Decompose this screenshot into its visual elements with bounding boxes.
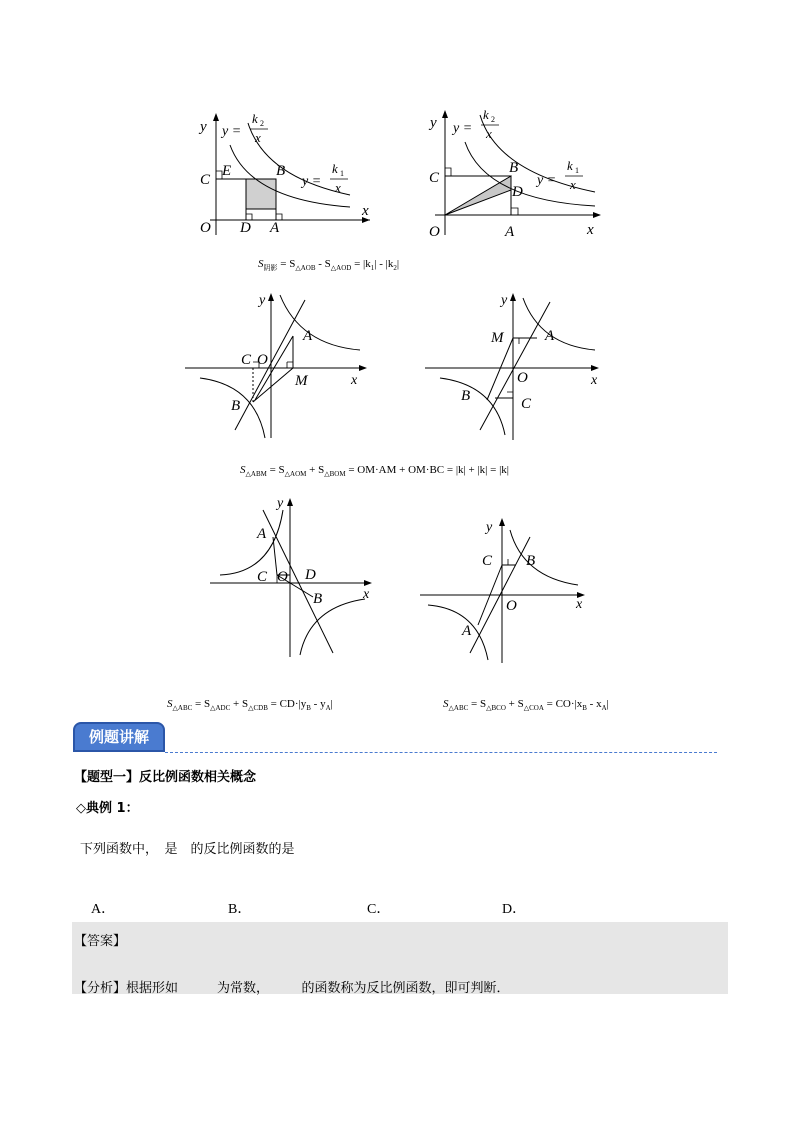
fig3-label-B: B — [231, 398, 241, 414]
fig3-label-O: O — [257, 352, 268, 368]
fig1-label-B: B — [276, 163, 286, 179]
option-b: B． — [228, 902, 252, 917]
figure-2-hyperbola-triangle — [425, 100, 615, 240]
fig2-label-B: B — [509, 160, 519, 176]
analysis-text: 【分析】根据形如 为常数， 的函数称为反比例函数，即可判断． — [74, 981, 510, 996]
fig1-eq-k2-sub: 2 — [260, 119, 264, 128]
fig2-label-x: x — [587, 222, 594, 238]
fig2-label-D: D — [512, 184, 523, 200]
fig2-label-y: y — [430, 115, 437, 131]
fig2-eq-k1-sub: 1 — [575, 166, 579, 175]
fig1-label-y: y — [200, 119, 207, 135]
fig1-eq-k1-left: y = — [302, 174, 322, 189]
example-section-tab: 例题讲解 — [73, 722, 165, 752]
fig2-label-O: O — [429, 224, 440, 240]
fig4-label-M: M — [491, 330, 504, 346]
option-d: D． — [502, 902, 527, 917]
fig5-label-D: D — [305, 567, 316, 583]
fig6-label-x: x — [576, 597, 583, 612]
fig2-eq-k2-sub: 2 — [491, 115, 495, 124]
fig1-label-C: C — [200, 172, 211, 188]
option-a: A． — [91, 902, 116, 917]
figure-6-hyperbola-line — [418, 515, 593, 665]
fig5-label-A: A — [257, 526, 267, 542]
fig1-eq-k1-den: x — [335, 180, 341, 195]
fig4-label-x: x — [591, 373, 598, 388]
fig3-label-A: A — [303, 328, 313, 344]
fig1-eq-k1-sub: 1 — [340, 169, 344, 178]
fig1-eq-k2-left: y = — [222, 124, 242, 139]
figure-5-hyperbola-line — [205, 495, 380, 660]
fig4-label-C: C — [521, 396, 532, 412]
fig2-label-A: A — [505, 224, 515, 240]
fig5-label-x: x — [363, 587, 370, 602]
header-tab-underline — [73, 750, 165, 752]
fig2-eq-k1-num: k — [567, 158, 573, 173]
fig4-label-A: A — [545, 328, 555, 344]
fig1-label-x: x — [362, 203, 369, 219]
fig5-label-C: C — [257, 569, 268, 585]
fig3-label-M: M — [295, 373, 308, 389]
fig1-label-A: A — [270, 220, 280, 236]
fig5-label-y: y — [277, 496, 284, 511]
fig4-label-B: B — [461, 388, 471, 404]
question-text: 下列函数中， 是 的反比例函数的是 — [80, 842, 295, 857]
formula-2: $S_{\triangle ABM} = S_{\triangle AOM} + S_{\triangle BOM} = OM\cdot AM + OM\cdot BC = |k| + |k| = |k|$ — [240, 464, 509, 479]
option-c: C． — [367, 902, 391, 917]
fig2-eq-k2-den: x — [486, 126, 492, 141]
fig2-eq-k1-den: x — [570, 177, 576, 192]
fig6-label-O: O — [506, 598, 517, 614]
fig6-label-A: A — [462, 623, 472, 639]
fig1-label-D: D — [240, 220, 251, 236]
section-title: 【题型一】反比例函数相关概念 — [74, 770, 257, 785]
fig4-label-O: O — [517, 370, 528, 386]
fig4-label-y: y — [501, 293, 508, 308]
fig2-eq-k2-left: y = — [453, 121, 473, 136]
fig2-label-C: C — [429, 170, 440, 186]
fig1-label-E: E — [222, 163, 232, 179]
figure-4-hyperbola-line-origin — [425, 290, 615, 440]
fig3-label-C: C — [241, 352, 252, 368]
fig2-eq-k1-left: y = — [537, 173, 557, 188]
figure-3-hyperbola-line-origin — [185, 290, 375, 440]
fig5-label-O: O — [277, 569, 288, 585]
fig2-eq-k2-num: k — [483, 107, 489, 122]
header-divider — [165, 752, 717, 753]
fig6-label-C: C — [482, 553, 493, 569]
fig1-eq-k2-num: k — [252, 111, 258, 126]
formula-4: $S_{\triangle ABC} = S_{\triangle BCO} + S_{\triangle COA} = CO\cdot|x_B - x_A|$ — [443, 698, 609, 713]
formula-3: $S_{\triangle ABC} = S_{\triangle ADC} + S_{\triangle CDB} = CD\cdot|y_B - y_A|$ — [167, 698, 333, 713]
example-label: ◇典例 1： — [76, 801, 139, 816]
fig1-eq-k2-den: x — [255, 130, 261, 145]
fig3-label-y: y — [259, 293, 266, 308]
fig6-label-y: y — [486, 520, 493, 535]
fig5-label-B: B — [313, 591, 323, 607]
figure-1-hyperbola-rectangle — [190, 105, 380, 240]
answer-label: 【答案】 — [74, 934, 127, 949]
fig1-eq-k1-num: k — [332, 161, 338, 176]
fig3-label-x: x — [351, 373, 358, 388]
fig1-label-O: O — [200, 220, 211, 236]
fig6-label-B: B — [526, 553, 536, 569]
formula-1: $S_{阴影} = S_{\triangle AOB} - S_{\triangle AOD} = |k_1| - |k_2|$ — [258, 258, 400, 273]
